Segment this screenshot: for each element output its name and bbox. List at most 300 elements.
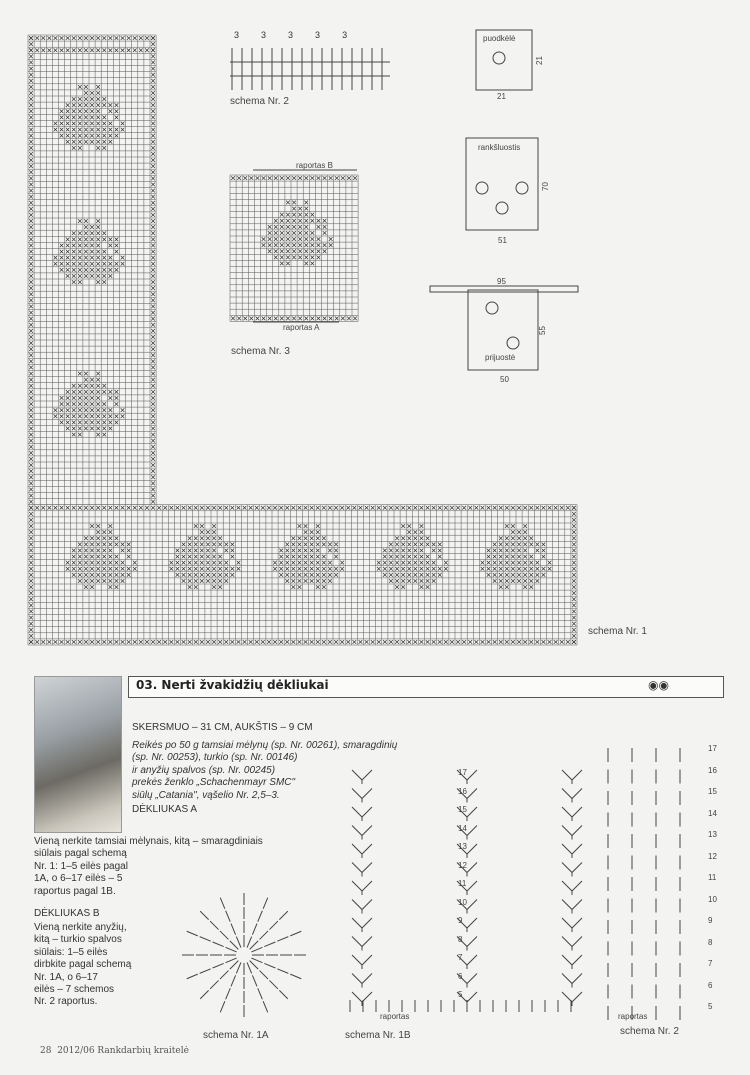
filled-cell <box>78 372 82 376</box>
filled-cell <box>505 506 509 510</box>
filled-cell <box>29 140 33 144</box>
filled-cell <box>127 549 131 553</box>
filled-cell <box>328 561 332 565</box>
filled-cell <box>29 55 33 59</box>
filled-cell <box>163 506 167 510</box>
filled-cell <box>96 396 100 400</box>
filled-cell <box>90 109 94 113</box>
filled-cell <box>66 640 70 644</box>
filled-cell <box>317 249 321 253</box>
filled-cell <box>487 549 491 553</box>
filled-cell <box>72 36 76 40</box>
row-number: 16 <box>458 786 467 796</box>
filled-cell <box>78 408 82 412</box>
filled-cell <box>420 640 424 644</box>
filled-cell <box>133 567 137 571</box>
filled-cell <box>505 555 509 559</box>
filled-cell <box>548 506 552 510</box>
filled-cell <box>194 524 198 528</box>
filled-cell <box>529 579 533 583</box>
stitch-mark <box>187 931 198 936</box>
filled-cell <box>29 457 33 461</box>
filled-cell <box>121 408 125 412</box>
filled-cell <box>151 299 155 303</box>
filled-cell <box>102 506 106 510</box>
filled-cell <box>90 122 94 126</box>
filled-cell <box>54 122 58 126</box>
filled-cell <box>66 402 70 406</box>
filled-cell <box>322 536 326 540</box>
filled-cell <box>102 414 106 418</box>
filled-cell <box>182 640 186 644</box>
filled-cell <box>310 567 314 571</box>
filled-cell <box>72 506 76 510</box>
filled-cell <box>255 506 259 510</box>
filled-cell <box>29 372 33 376</box>
filled-cell <box>340 640 344 644</box>
filled-cell <box>542 567 546 571</box>
filled-cell <box>115 561 119 565</box>
filled-cell <box>304 524 308 528</box>
filled-cell <box>268 249 272 253</box>
stitch-mark <box>252 975 257 986</box>
filled-cell <box>84 573 88 577</box>
filled-cell <box>72 103 76 107</box>
filled-cell <box>200 561 204 565</box>
filled-cell <box>389 555 393 559</box>
filled-cell <box>328 640 332 644</box>
filled-cell <box>401 536 405 540</box>
filled-cell <box>481 567 485 571</box>
filled-cell <box>285 555 289 559</box>
filled-cell <box>109 524 113 528</box>
materials-line: siūlų „Catania", vąšelio Nr. 2,5–3. <box>132 789 280 801</box>
filled-cell <box>517 567 521 571</box>
filled-cell <box>334 573 338 577</box>
filled-cell <box>529 561 533 565</box>
filled-cell <box>322 567 326 571</box>
filled-cell <box>60 414 64 418</box>
filled-cell <box>29 360 33 364</box>
filled-cell <box>78 256 82 260</box>
filled-cell <box>560 640 564 644</box>
filled-cell <box>176 506 180 510</box>
filled-cell <box>292 543 296 547</box>
filled-cell <box>243 506 247 510</box>
filled-cell <box>517 530 521 534</box>
filled-cell <box>414 530 418 534</box>
filled-cell <box>329 237 333 241</box>
row-number: 9 <box>458 916 463 925</box>
filled-cell <box>256 176 260 180</box>
filled-cell <box>274 249 278 253</box>
filled-cell <box>84 231 88 235</box>
filled-cell <box>139 36 143 40</box>
filled-cell <box>529 567 533 571</box>
filled-cell <box>54 506 58 510</box>
filled-cell <box>377 561 381 565</box>
filled-cell <box>90 103 94 107</box>
filled-cell <box>231 555 235 559</box>
filled-cell <box>224 543 228 547</box>
filled-cell <box>41 640 45 644</box>
filled-cell <box>267 506 271 510</box>
filled-cell <box>115 268 119 272</box>
filled-cell <box>54 256 58 260</box>
filled-cell <box>90 128 94 132</box>
filled-cell <box>572 616 576 620</box>
filled-cell <box>96 384 100 388</box>
filled-cell <box>78 122 82 126</box>
filled-cell <box>462 506 466 510</box>
filled-cell <box>29 238 33 242</box>
filled-cell <box>29 427 33 431</box>
filled-cell <box>115 36 119 40</box>
filled-cell <box>481 640 485 644</box>
filled-cell <box>511 567 515 571</box>
filled-cell <box>383 567 387 571</box>
filled-cell <box>414 549 418 553</box>
filled-cell <box>84 414 88 418</box>
filled-cell <box>48 640 52 644</box>
filled-cell <box>139 506 143 510</box>
filled-cell <box>426 640 430 644</box>
filled-cell <box>29 280 33 284</box>
filled-cell <box>90 567 94 571</box>
filled-cell <box>310 549 314 553</box>
filled-cell <box>212 530 216 534</box>
filled-cell <box>182 549 186 553</box>
filled-cell <box>121 573 125 577</box>
filled-cell <box>90 97 94 101</box>
filled-cell <box>572 530 576 534</box>
filled-cell <box>426 585 430 589</box>
filled-cell <box>29 408 33 412</box>
filled-cell <box>542 506 546 510</box>
stitch-mark <box>260 971 268 979</box>
filled-cell <box>29 512 33 516</box>
filled-cell <box>109 256 113 260</box>
filled-cell <box>194 573 198 577</box>
stitch-mark <box>562 900 582 914</box>
filled-cell <box>493 543 497 547</box>
filled-cell <box>109 128 113 132</box>
filled-cell <box>151 146 155 150</box>
filled-cell <box>60 122 64 126</box>
filled-cell <box>127 555 131 559</box>
filled-cell <box>151 341 155 345</box>
filled-cell <box>84 122 88 126</box>
filled-cell <box>212 536 216 540</box>
filled-cell <box>29 103 33 107</box>
filled-cell <box>317 225 321 229</box>
filled-cell <box>60 134 64 138</box>
section-a-line: raportus pagal 1B. <box>34 885 116 897</box>
filled-cell <box>444 561 448 565</box>
filled-cell <box>493 567 497 571</box>
filled-cell <box>304 201 308 205</box>
filled-cell <box>311 249 315 253</box>
filled-cell <box>78 396 82 400</box>
filled-cell <box>493 640 497 644</box>
filled-cell <box>200 640 204 644</box>
filled-cell <box>96 250 100 254</box>
filled-cell <box>523 549 527 553</box>
filled-cell <box>72 238 76 242</box>
filled-cell <box>151 506 155 510</box>
filled-cell <box>401 555 405 559</box>
filled-cell <box>60 408 64 412</box>
stitch-mark <box>210 921 218 929</box>
filled-cell <box>96 91 100 95</box>
filled-cell <box>29 177 33 181</box>
filled-cell <box>262 237 266 241</box>
stitch-mark <box>562 863 582 877</box>
filled-cell <box>298 640 302 644</box>
filled-cell <box>572 567 576 571</box>
filled-cell <box>29 402 33 406</box>
layout-towel-name: rankšluostis <box>478 143 521 152</box>
filled-cell <box>121 561 125 565</box>
filled-cell <box>29 85 33 89</box>
filled-cell <box>572 543 576 547</box>
filled-cell <box>102 140 106 144</box>
filled-cell <box>151 122 155 126</box>
filled-cell <box>29 323 33 327</box>
filled-cell <box>151 250 155 254</box>
filled-cell <box>66 506 70 510</box>
filled-cell <box>188 506 192 510</box>
filled-cell <box>243 317 247 321</box>
filled-cell <box>334 640 338 644</box>
filled-cell <box>279 555 283 559</box>
filled-cell <box>29 97 33 101</box>
filled-cell <box>109 268 113 272</box>
filled-cell <box>572 597 576 601</box>
filled-cell <box>29 122 33 126</box>
filled-cell <box>72 433 76 437</box>
filled-cell <box>109 543 113 547</box>
filled-cell <box>212 579 216 583</box>
filled-cell <box>389 549 393 553</box>
filled-cell <box>420 567 424 571</box>
filled-cell <box>206 536 210 540</box>
filled-cell <box>29 347 33 351</box>
filled-cell <box>151 488 155 492</box>
section-b-line: Nr. 1A, o 6–17 <box>34 971 98 983</box>
filled-cell <box>407 579 411 583</box>
filled-cell <box>268 237 272 241</box>
filled-cell <box>151 500 155 504</box>
filled-cell <box>395 640 399 644</box>
filled-cell <box>145 36 149 40</box>
filled-cell <box>151 292 155 296</box>
filled-cell <box>536 549 540 553</box>
filled-cell <box>212 561 216 565</box>
filled-cell <box>115 536 119 540</box>
filled-cell <box>72 274 76 278</box>
filled-cell <box>60 109 64 113</box>
filled-cell <box>66 122 70 126</box>
filled-cell <box>377 640 381 644</box>
filled-cell <box>304 262 308 266</box>
filled-cell <box>426 506 430 510</box>
filled-cell <box>151 347 155 351</box>
stitch-mark <box>352 881 372 895</box>
filled-cell <box>151 158 155 162</box>
filled-cell <box>35 48 39 52</box>
filled-cell <box>323 243 327 247</box>
schema-3-repeat-bottom: raportas A <box>283 323 320 332</box>
filled-cell <box>237 561 241 565</box>
filled-cell <box>420 561 424 565</box>
filled-cell <box>542 543 546 547</box>
filled-cell <box>121 262 125 266</box>
filled-cell <box>72 122 76 126</box>
filled-cell <box>420 585 424 589</box>
filled-cell <box>536 561 540 565</box>
filled-cell <box>316 549 320 553</box>
stitch-mark <box>250 961 258 969</box>
filled-cell <box>286 317 290 321</box>
filled-cell <box>292 201 296 205</box>
filled-cell <box>444 506 448 510</box>
stitch-mark <box>200 937 211 942</box>
filled-cell <box>499 543 503 547</box>
filled-cell <box>78 231 82 235</box>
filled-cell <box>84 103 88 107</box>
filled-cell <box>285 573 289 577</box>
filled-cell <box>280 213 284 217</box>
filled-cell <box>72 549 76 553</box>
filled-cell <box>29 231 33 235</box>
filled-cell <box>329 243 333 247</box>
stitch-mark <box>226 911 231 922</box>
filled-cell <box>298 585 302 589</box>
filled-cell <box>432 543 436 547</box>
filled-cell <box>316 524 320 528</box>
filled-cell <box>29 597 33 601</box>
filled-cell <box>29 48 33 52</box>
filled-cell <box>487 573 491 577</box>
filled-cell <box>262 243 266 247</box>
filled-cell <box>90 48 94 52</box>
filled-cell <box>151 91 155 95</box>
filled-cell <box>401 585 405 589</box>
filled-cell <box>176 555 180 559</box>
section-a-text <box>34 836 263 898</box>
filled-cell <box>292 317 296 321</box>
filled-cell <box>292 573 296 577</box>
filled-cell <box>517 561 521 565</box>
filled-cell <box>115 543 119 547</box>
filled-cell <box>200 549 204 553</box>
filled-cell <box>29 555 33 559</box>
filled-cell <box>90 244 94 248</box>
filled-cell <box>60 244 64 248</box>
filled-cell <box>560 506 564 510</box>
filled-cell <box>395 555 399 559</box>
filled-cell <box>29 616 33 620</box>
filled-cell <box>90 274 94 278</box>
filled-cell <box>200 579 204 583</box>
filled-cell <box>572 536 576 540</box>
stitch-mark <box>236 937 241 948</box>
filled-cell <box>298 506 302 510</box>
filled-cell <box>499 573 503 577</box>
filled-cell <box>66 561 70 565</box>
filled-cell <box>268 317 272 321</box>
filled-cell <box>170 506 174 510</box>
layout-apron-name: prijuostė <box>485 353 516 362</box>
filled-cell <box>188 561 192 565</box>
filled-cell <box>60 48 64 52</box>
filled-cell <box>310 573 314 577</box>
filled-cell <box>274 219 278 223</box>
filled-cell <box>90 408 94 412</box>
filled-cell <box>401 561 405 565</box>
filled-cell <box>286 225 290 229</box>
row-number: 11 <box>708 873 717 882</box>
filled-cell <box>127 543 131 547</box>
filled-cell <box>72 427 76 431</box>
schema-2-repeat-label: raportas <box>618 1012 648 1021</box>
filled-cell <box>328 567 332 571</box>
filled-cell <box>536 573 540 577</box>
layout-pot-holder-name: puodkėlė <box>483 34 516 43</box>
filled-cell <box>163 640 167 644</box>
filled-cell <box>109 262 113 266</box>
materials-line: (sp. Nr. 00253), turkio (sp. Nr. 00146) <box>132 752 298 764</box>
filled-cell <box>96 219 100 223</box>
stitch-mark <box>252 924 257 935</box>
filled-cell <box>96 36 100 40</box>
filled-cell <box>311 262 315 266</box>
filled-cell <box>151 402 155 406</box>
filled-cell <box>273 567 277 571</box>
filled-cell <box>304 536 308 540</box>
filled-cell <box>170 640 174 644</box>
filled-cell <box>298 549 302 553</box>
filled-cell <box>529 640 533 644</box>
filled-cell <box>200 530 204 534</box>
filled-cell <box>109 421 113 425</box>
filled-cell <box>426 567 430 571</box>
row-number: 8 <box>708 937 713 947</box>
filled-cell <box>84 402 88 406</box>
filled-cell <box>279 567 283 571</box>
filled-cell <box>194 555 198 559</box>
filled-cell <box>311 213 315 217</box>
filled-cell <box>517 543 521 547</box>
filled-cell <box>96 244 100 248</box>
stitch-mark <box>251 958 262 963</box>
layout-pot-holder-width: 21 <box>497 92 506 101</box>
filled-cell <box>29 146 33 150</box>
filled-cell <box>78 390 82 394</box>
filled-cell <box>274 231 278 235</box>
filled-cell <box>250 317 254 321</box>
filled-cell <box>90 116 94 120</box>
filled-cell <box>127 36 131 40</box>
filled-cell <box>450 506 454 510</box>
filled-cell <box>90 506 94 510</box>
filled-cell <box>317 256 321 260</box>
filled-cell <box>96 262 100 266</box>
filled-cell <box>432 579 436 583</box>
schema-1a-label: schema Nr. 1A <box>203 1030 269 1041</box>
filled-cell <box>29 640 33 644</box>
